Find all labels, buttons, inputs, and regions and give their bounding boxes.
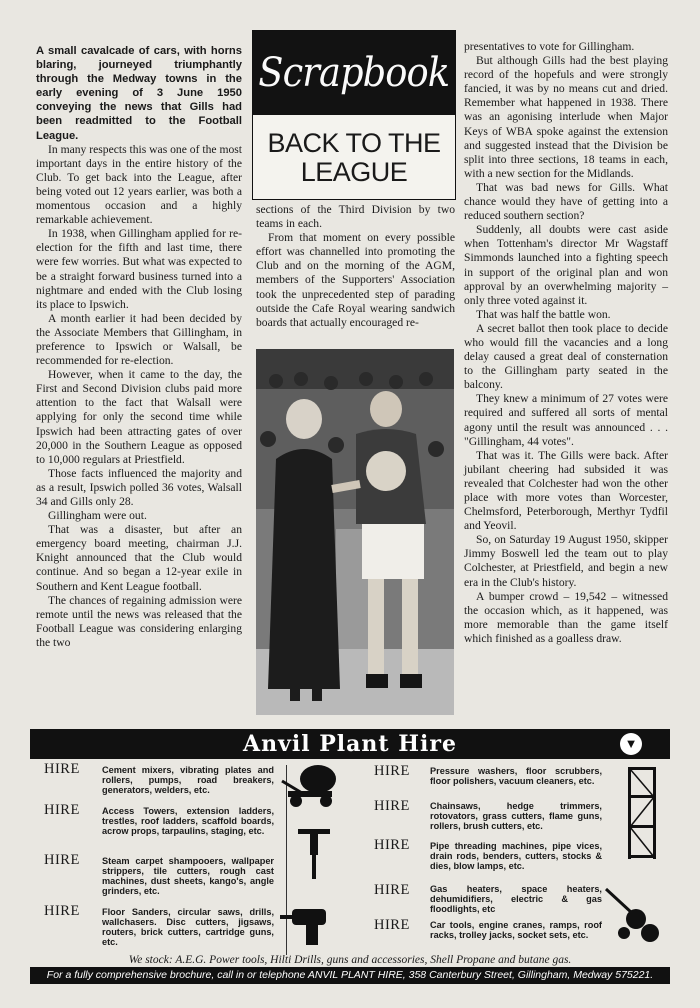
cement-mixer-icon [278,761,344,809]
article-paragraph: That was half the battle won. [476,307,611,321]
power-drill-icon [278,901,338,949]
article-paragraph: In many respects this was one of the most important days in the entire history of the Club. To get back into the League, after being voted out 12 years earlier, was both a momentous occasion and a highly remarkable achievement. [36,142,242,227]
hire-item: Chainsaws, hedge trimmers, rotovators, grass cutters, flame guns, rollers, brush cutters, etc. [430,801,602,831]
ad-stock-line: We stock: A.E.G. Power tools, Hilti Drills, guns and accessories, Shell Propane and butane gas. [128,954,572,966]
hire-item: Pressure washers, floor scrubbers, floor polishers, vacuum cleaners, etc. [430,766,602,786]
hire-label: HIRE [374,917,410,933]
hire-item: Gas heaters, space heaters, dehumidifiers, electric & gas floodlights, etc [430,884,602,914]
article-paragraph: That was a disaster, but after an emergency board meeting, chairman J.J. Knight announced that the Club would continue. And so began a 12-year exile in Southern and Kent League football. [36,523,242,593]
headline-line-2: LEAGUE [300,157,408,187]
article-column-2 [256,203,455,330]
hire-label: HIRE [44,852,80,868]
ad-brochure-line: For a fully comprehensive brochure, call in or telephone ANVIL PLANT HIRE, 358 Canterbury Street, Gillingham, Medway 575221. [30,967,670,984]
headline-line-1: BACK TO THE [267,128,441,158]
hire-item: Floor Sanders, circular saws, drills, wallchasers. Disc cutters, jigsaws, routers, brick cutters, cartridge guns, etc. [102,907,274,947]
hire-label: HIRE [374,837,410,853]
article-paragraph: In 1938, when Gillingham applied for re-election for the fifth and last time, there were few worries. But what was expected to be a straight forward business turned into a nightmare and ended with the Club losing its place to Ipswich. [36,227,242,311]
article-column-3 [464,40,668,646]
article-paragraph: The chances of regaining admission were remote until the news was released that the Football League was considering enlarging the two [36,593,242,649]
article-paragraph: A month earlier it had been decided by the Associate Members that Gillingham, in preference to Ipswich or Walsall, be recommended for re-election. [36,311,242,368]
scrapbook-masthead [252,30,456,200]
hire-item: Car tools, engine cranes, ramps, roof racks, trolley jacks, socket sets, etc. [430,920,602,940]
article-paragraph: So, on Saturday 19 August 1950, skipper Jimmy Boswell led the team out to play Colchester, at Priestfield, and begin a new era in the Club's history. [464,533,668,589]
hire-label: HIRE [44,802,80,818]
article-paragraph: That was it. The Gills were back. After jubilant cheering had subsided it was revealed that Colchester had won the other place with more votes than Worcester, Chelmsford, Peterborough, Merthyr Tydfil and Yeovil. [464,448,668,533]
article-paragraph: A secret ballot then took place to decide who would fill the vacancies and a long delay caused a great deal of consternation to the Gillingham party seated in the balcony. [464,321,668,392]
masthead-title: Scrapbook [258,50,450,96]
article-paragraph: They knew a minimum of 27 votes were required and suffered all sorts of mental agony until the result was announced . . . "Gillingham, 44 votes". [464,392,668,448]
rotovator-icon [602,883,664,945]
hire-item: Steam carpet shampooers, wallpaper strippers, tile cutters, rough cast machines, dust sheets, kango's, angle grinders, etc. [102,856,274,896]
article-paragraph: However, when it came to the day, the First and Second Division clubs paid more attention to the fact that Walsall were applying for only the second time while Ipswich had been attracting gates of over 20,000 in the Southern League as opposed to 10,000 regulars at Priestfield. [36,368,242,466]
article-headline [253,129,455,187]
article-paragraph: Those facts influenced the majority and as a result, Ipswich polled 36 votes, Walsall 34 and Gills only 28. [36,466,242,508]
article-paragraph: From that moment on every possible effort was channelled into promoting the Club and on the morning of the AGM, members of the Supporters' Association took the unprecedented step of parading outside the Cafe Royal wearing sandwich boards that actually encouraged re- [256,231,455,329]
article-paragraph: sections of the Third Division by two teams in each. [256,203,455,231]
article-lead: A small cavalcade of cars, with horns blaring, journeyed triumphantly through the Medway towns in the early evening of 3 June 1950 conveying the news that Gills had been readmitted to the Football League. [36,45,242,142]
anvil-plant-hire-ad [30,729,670,984]
hire-label: HIRE [374,798,410,814]
article-paragraph: Gillingham were out. [48,509,147,523]
article-paragraph: A bumper crowd – 19,542 – witnessed the occasion which, as it happened, was more memorable than the game itself which finished as a goalless draw. [464,589,668,645]
hire-item: Pipe threading machines, pipe vices, drain rods, benders, cutters, stocks & dies, blow lamps, etc. [430,841,602,871]
handshake-photo [256,349,454,715]
hire-label: HIRE [44,903,80,919]
hire-item: Access Towers, extension ladders, trestles, roof ladders, scaffold boards, acrow props, tarpaulins, staging, etc. [102,806,274,836]
article-paragraph: Suddenly, all doubts were cast aside when Tottenham's director Mr Wagstaff Simmonds launched into a fighting speech in support of the original plan and won approval by an overwhelming majority – only three voted against it. [464,223,668,307]
article-paragraph: But although Gills had the best playing record of the hopefuls and were strongly fancied, it was by no means cut and dried. Remember what happened in 1938. There was an agonising interlude when Major Keys of WBA spoke against the extension and suggested instead that the Division be split into three sections, 18 teams in each, with a new section for the Midlands. [464,54,668,180]
hire-item: Cement mixers, vibrating plates and rollers, pumps, road breakers, generators, welders, etc. [102,765,274,795]
masthead-banner [253,31,455,115]
article-paragraph: presentatives to vote for Gillingham. [464,40,635,53]
ad-title: Anvil Plant Hire [243,731,457,757]
hire-label: HIRE [44,761,80,777]
scaffold-tower-icon [624,765,660,861]
article-paragraph: That was bad news for Gills. What chance would they have of getting into a reduced southern section? [464,180,668,223]
hire-label: HIRE [374,763,410,779]
photo-illustration [256,349,454,715]
road-breaker-icon [294,825,334,881]
article-column-1 [36,44,242,650]
anvil-logo-icon: ▼ [620,733,642,755]
hire-label: HIRE [374,882,410,898]
